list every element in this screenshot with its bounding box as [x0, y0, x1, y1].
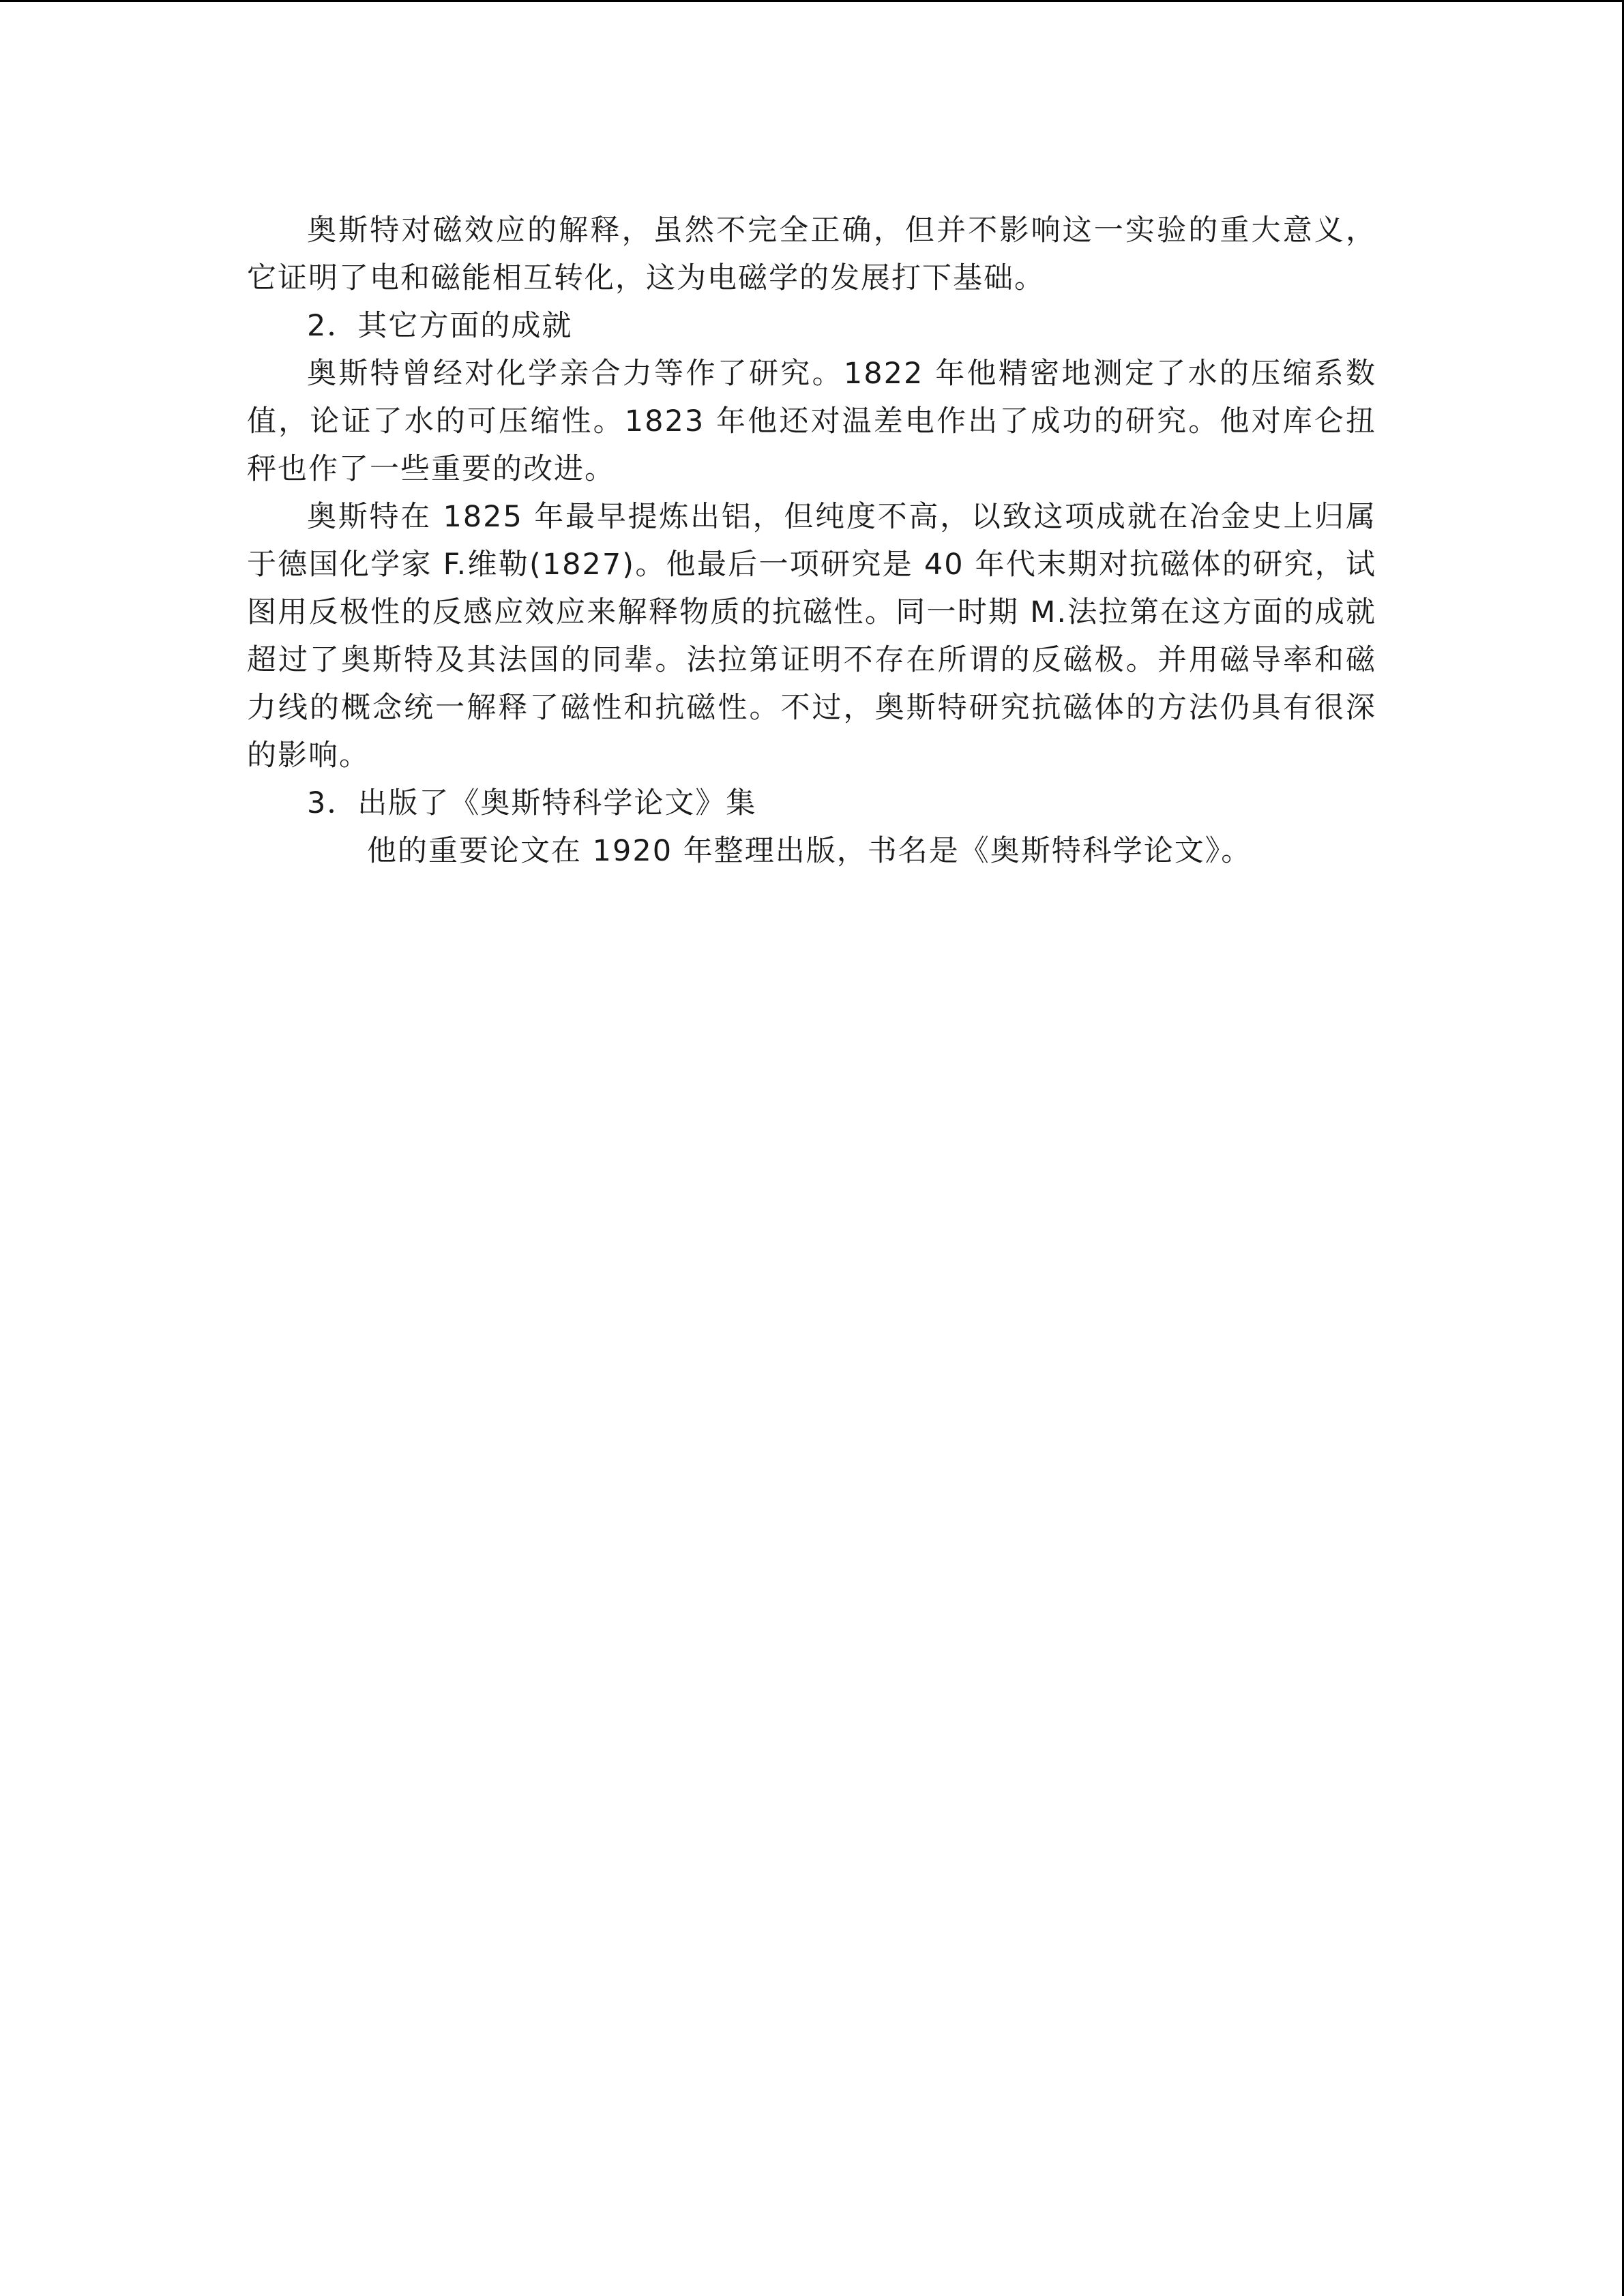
paragraph-magnetic-effect: 奥斯特对磁效应的解释，虽然不完全正确，但并不影响这一实验的重大意义，它证明了电和磁能相互转化，这为电磁学的发展打下基础。 — [247, 213, 1376, 295]
paragraph-chemistry-research: 奥斯特曾经对化学亲合力等作了研究。1822 年他精密地测定了水的压缩系数值，论证了水的可压缩性。1823 年他还对温差电作出了成功的研究。他对库仑扭秤也作了一些重要的改进。 — [247, 357, 1376, 486]
section-heading-published-papers: 3．出版了《奥斯特科学论文》集 — [307, 786, 757, 820]
paragraph-aluminum-diamagnetism: 奥斯特在 1825 年最早提炼出铝，但纯度不高，以致这项成就在冶金史上归属于德国化学家 F.维勒(1827)。他最后一项研究是 40 年代末期对抗磁体的研究，试图用反极性的反感应效应来解释物质的抗磁性。同一时期 M.法拉第在这方面的成就超过了奥斯特及其法国的同辈。法拉第证明不存在所谓的反磁极。并用磁导率和磁力线的概念统一解释了磁性和抗磁性。不过，奥斯特研究抗磁体的方法仍具有很深的影响。 — [247, 500, 1376, 773]
section-heading-other-achievements: 2．其它方面的成就 — [307, 309, 573, 343]
document-body — [247, 207, 1376, 875]
paragraph-publication: 他的重要论文在 1920 年整理出版，书名是《奥斯特科学论文》。 — [367, 834, 1252, 868]
